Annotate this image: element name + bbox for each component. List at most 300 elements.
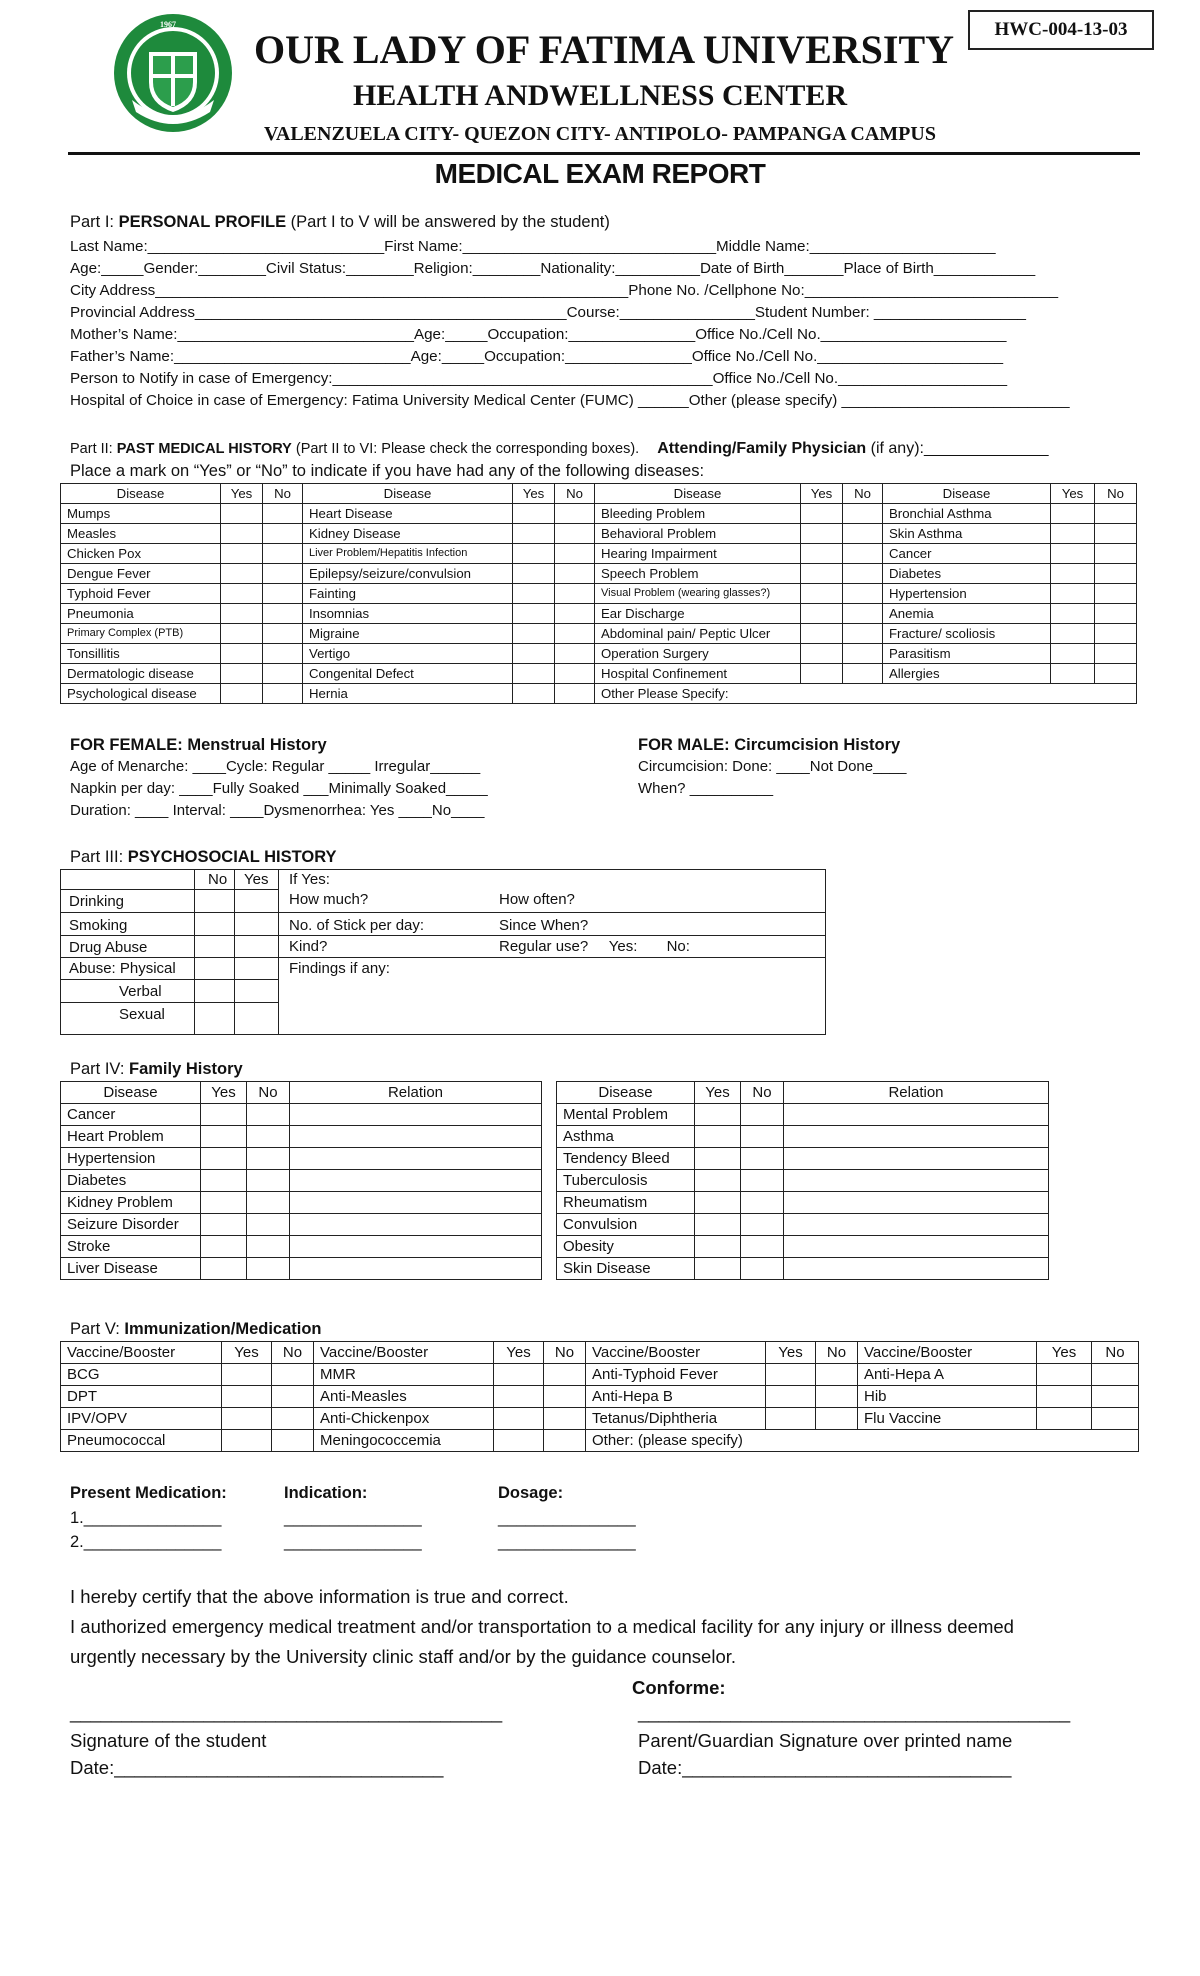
yes-checkbox[interactable]: [766, 1408, 816, 1430]
family-history-table-left: [60, 1081, 542, 1280]
relation-field[interactable]: [290, 1148, 542, 1170]
disease-name: Bronchial Asthma: [883, 504, 1051, 524]
no-checkbox[interactable]: [247, 1148, 290, 1170]
no-checkbox[interactable]: [1092, 1408, 1139, 1430]
table-row: [61, 1408, 1139, 1430]
part3-title: PSYCHOSOCIAL HISTORY: [127, 848, 337, 866]
part3-prefix: Part III:: [70, 848, 128, 866]
no-checkbox[interactable]: [1095, 624, 1137, 644]
disease-name: Hypertension: [61, 1148, 201, 1170]
yes-checkbox[interactable]: [1051, 504, 1095, 524]
male-line-when: When? __________: [638, 780, 774, 797]
disease-name: Behavioral Problem: [595, 524, 801, 544]
yes-checkbox[interactable]: [766, 1386, 816, 1408]
disease-name: Tonsillitis: [61, 644, 221, 664]
disease-name: Stroke: [61, 1236, 201, 1258]
yes-checkbox[interactable]: [1051, 584, 1095, 604]
yes-checkbox[interactable]: [221, 604, 263, 624]
relation-field[interactable]: [784, 1170, 1049, 1192]
no-checkbox[interactable]: [555, 584, 595, 604]
no-checkbox[interactable]: [555, 564, 595, 584]
no-checkbox[interactable]: [843, 524, 883, 544]
table-row: [61, 1386, 1139, 1408]
yes-checkbox[interactable]: [1051, 624, 1095, 644]
disease-name: Hernia: [303, 684, 513, 704]
col-no: No: [555, 484, 595, 504]
student-signature-line[interactable]: __________________________________________: [70, 1702, 503, 1723]
vaccine-name: Meningococcemia: [314, 1430, 494, 1452]
no-checkbox[interactable]: [544, 1408, 586, 1430]
yes-checkbox[interactable]: [221, 664, 263, 684]
part2-heading: [70, 439, 1130, 459]
no-checkbox[interactable]: [555, 624, 595, 644]
table-row: [557, 1236, 1049, 1258]
table-row: [61, 564, 1137, 584]
part4-title: Family History: [129, 1060, 243, 1078]
relation-field[interactable]: [290, 1214, 542, 1236]
no-checkbox[interactable]: [843, 644, 883, 664]
psychosocial-label: Drug Abuse: [69, 939, 148, 956]
disease-name: Kidney Problem: [61, 1192, 201, 1214]
relation-field[interactable]: [784, 1148, 1049, 1170]
disease-name: Anemia: [883, 604, 1051, 624]
no-checkbox[interactable]: [272, 1364, 314, 1386]
guardian-signature-line[interactable]: __________________________________________: [638, 1702, 1071, 1723]
psychosocial-detail: Kind?: [289, 938, 328, 955]
disease-name: Ear Discharge: [595, 604, 801, 624]
disease-name: Dermatologic disease: [61, 664, 221, 684]
no-checkbox[interactable]: [843, 504, 883, 524]
present-medication-label: Present Medication:: [70, 1484, 227, 1502]
disease-name: Kidney Disease: [303, 524, 513, 544]
table-row: [61, 1126, 542, 1148]
disease-name: Congenital Defect: [303, 664, 513, 684]
col-disease: Disease: [557, 1082, 695, 1104]
yes-checkbox[interactable]: [1037, 1408, 1092, 1430]
yes-checkbox[interactable]: [201, 1258, 247, 1280]
yes-checkbox[interactable]: [494, 1386, 544, 1408]
yes-checkbox[interactable]: [221, 624, 263, 644]
no-checkbox[interactable]: [263, 664, 303, 684]
student-signature-label: Signature of the student: [70, 1730, 267, 1751]
no-checkbox[interactable]: [263, 644, 303, 664]
col-yes: Yes: [801, 484, 843, 504]
no-checkbox[interactable]: [555, 664, 595, 684]
yes-checkbox[interactable]: [695, 1214, 741, 1236]
yes-checkbox[interactable]: [513, 544, 555, 564]
no-checkbox[interactable]: [1095, 604, 1137, 624]
table-row: [61, 1214, 542, 1236]
disease-name: Fracture/ scoliosis: [883, 624, 1051, 644]
col-disease: Disease: [883, 484, 1051, 504]
disease-name: Psychological disease: [61, 684, 221, 704]
relation-field[interactable]: [290, 1236, 542, 1258]
indication-1-field[interactable]: _______________: [284, 1509, 422, 1527]
psychosocial-detail: Regular use? Yes: No:: [499, 938, 690, 955]
profile-line-mother: Mother’s Name:____________________________Age:_____Occupation:_______________Office No./Cell No.______________________: [70, 326, 1007, 343]
no-checkbox[interactable]: [263, 584, 303, 604]
university-name: OUR LADY OF FATIMA UNIVERSITY: [254, 27, 955, 72]
no-checkbox[interactable]: [263, 684, 303, 704]
psychosocial-label: Sexual: [119, 1006, 165, 1023]
yes-checkbox[interactable]: [201, 1214, 247, 1236]
disease-name: Primary Complex (PTB): [61, 624, 221, 644]
disease-name: Cancer: [883, 544, 1051, 564]
yes-checkbox[interactable]: [201, 1104, 247, 1126]
no-checkbox[interactable]: [247, 1170, 290, 1192]
yes-checkbox[interactable]: [1051, 644, 1095, 664]
disease-name: Heart Disease: [303, 504, 513, 524]
yes-checkbox[interactable]: [1037, 1386, 1092, 1408]
relation-field[interactable]: [290, 1126, 542, 1148]
yes-checkbox[interactable]: [695, 1170, 741, 1192]
col-no: No: [741, 1082, 784, 1104]
yes-checkbox[interactable]: [1037, 1364, 1092, 1386]
yes-checkbox[interactable]: [494, 1430, 544, 1452]
medical-history-table: [60, 483, 1137, 704]
table-row: [557, 1104, 1049, 1126]
no-checkbox[interactable]: [1095, 584, 1137, 604]
disease-name: Seizure Disorder: [61, 1214, 201, 1236]
no-checkbox[interactable]: [263, 544, 303, 564]
no-checkbox[interactable]: [741, 1148, 784, 1170]
no-checkbox[interactable]: [816, 1386, 858, 1408]
yes-checkbox[interactable]: [695, 1148, 741, 1170]
col-no: No: [263, 484, 303, 504]
disease-name: Hypertension: [883, 584, 1051, 604]
yes-checkbox[interactable]: [766, 1364, 816, 1386]
disease-name: Measles: [61, 524, 221, 544]
dosage-2-field[interactable]: _______________: [498, 1533, 636, 1551]
disease-name: Parasitism: [883, 644, 1051, 664]
part1-note: (Part I to V will be answered by the student): [286, 213, 610, 231]
yes-checkbox[interactable]: [201, 1170, 247, 1192]
col-yes: Yes: [222, 1342, 272, 1364]
yes-checkbox[interactable]: [201, 1148, 247, 1170]
medical-history-header: [61, 484, 1137, 504]
no-checkbox[interactable]: [263, 524, 303, 544]
disease-name: Asthma: [557, 1126, 695, 1148]
no-checkbox[interactable]: [741, 1104, 784, 1126]
col-yes: Yes: [766, 1342, 816, 1364]
yes-checkbox[interactable]: [513, 524, 555, 544]
col-no: No: [1092, 1342, 1139, 1364]
no-checkbox[interactable]: [1095, 544, 1137, 564]
no-checkbox[interactable]: [263, 564, 303, 584]
no-checkbox[interactable]: [555, 544, 595, 564]
disease-name: Diabetes: [61, 1170, 201, 1192]
col-yes: Yes: [1037, 1342, 1092, 1364]
no-checkbox[interactable]: [741, 1236, 784, 1258]
no-checkbox[interactable]: [544, 1430, 586, 1452]
relation-field[interactable]: [784, 1126, 1049, 1148]
no-checkbox[interactable]: [247, 1126, 290, 1148]
vaccine-name: Anti-Measles: [314, 1386, 494, 1408]
vaccine-name: Anti-Chickenpox: [314, 1408, 494, 1430]
col-yes: Yes: [244, 871, 269, 888]
disease-name: Dengue Fever: [61, 564, 221, 584]
disease-name: Hearing Impairment: [595, 544, 801, 564]
col-vaccine: Vaccine/Booster: [858, 1342, 1037, 1364]
female-line-menarche: Age of Menarche: ____Cycle: Regular _____ Irregular______: [70, 758, 481, 775]
yes-checkbox[interactable]: [695, 1192, 741, 1214]
yes-checkbox[interactable]: [513, 504, 555, 524]
disease-name: Skin Asthma: [883, 524, 1051, 544]
yes-checkbox[interactable]: [801, 664, 843, 684]
yes-checkbox[interactable]: [695, 1236, 741, 1258]
part2-note: (Part II to VI: Please check the corresponding boxes).: [291, 441, 640, 457]
vaccine-name: Tetanus/Diphtheria: [586, 1408, 766, 1430]
yes-checkbox[interactable]: [513, 584, 555, 604]
yes-checkbox[interactable]: [801, 524, 843, 544]
relation-field[interactable]: [784, 1258, 1049, 1280]
yes-checkbox[interactable]: [201, 1126, 247, 1148]
no-checkbox[interactable]: [272, 1386, 314, 1408]
medication-2-field[interactable]: 2._______________: [70, 1533, 222, 1551]
no-checkbox[interactable]: [555, 604, 595, 624]
other-vaccine-field[interactable]: Other: (please specify): [586, 1430, 1139, 1452]
no-checkbox[interactable]: [555, 684, 595, 704]
yes-checkbox[interactable]: [513, 624, 555, 644]
col-no: No: [1095, 484, 1137, 504]
no-checkbox[interactable]: [1095, 564, 1137, 584]
no-checkbox[interactable]: [555, 644, 595, 664]
no-checkbox[interactable]: [263, 624, 303, 644]
form-code-box: [968, 10, 1154, 50]
col-no: No: [816, 1342, 858, 1364]
table-row: [61, 684, 1137, 704]
disease-name: Obesity: [557, 1236, 695, 1258]
yes-checkbox[interactable]: [801, 544, 843, 564]
yes-checkbox[interactable]: [221, 584, 263, 604]
psychosocial-detail: How often?: [499, 891, 575, 908]
table-row: [557, 1258, 1049, 1280]
vaccine-name: Flu Vaccine: [858, 1408, 1037, 1430]
col-yes: Yes: [1051, 484, 1095, 504]
table-row: [61, 1104, 542, 1126]
disease-name: Convulsion: [557, 1214, 695, 1236]
no-checkbox[interactable]: [843, 544, 883, 564]
table-row: [61, 1148, 542, 1170]
yes-checkbox[interactable]: [513, 644, 555, 664]
yes-checkbox[interactable]: [695, 1104, 741, 1126]
table-row: [61, 1364, 1139, 1386]
yes-checkbox[interactable]: [221, 644, 263, 664]
col-yes: Yes: [201, 1082, 247, 1104]
part1-title: PERSONAL PROFILE: [118, 213, 287, 231]
disease-name: Abdominal pain/ Peptic Ulcer: [595, 624, 801, 644]
yes-checkbox[interactable]: [513, 664, 555, 684]
part1-prefix: Part I:: [70, 213, 119, 231]
disease-name: Pneumonia: [61, 604, 221, 624]
relation-field[interactable]: [290, 1170, 542, 1192]
vaccine-name: Anti-Typhoid Fever: [586, 1364, 766, 1386]
vaccine-name: Anti-Hepa B: [586, 1386, 766, 1408]
psychosocial-label: Drinking: [69, 893, 125, 910]
profile-line-father: Father’s Name:____________________________Age:_____Occupation:_______________Office No./Cell No.______________________: [70, 348, 1004, 365]
col-relation: Relation: [290, 1082, 542, 1104]
col-yes: Yes: [221, 484, 263, 504]
yes-checkbox[interactable]: [201, 1236, 247, 1258]
col-no: No: [544, 1342, 586, 1364]
relation-field[interactable]: [290, 1104, 542, 1126]
other-specify-field[interactable]: Other Please Specify:: [595, 684, 1137, 704]
no-checkbox[interactable]: [272, 1430, 314, 1452]
no-checkbox[interactable]: [1092, 1386, 1139, 1408]
profile-line-emergency-contact: Person to Notify in case of Emergency:_____________________________________________Office No./Cell No.____________________: [70, 370, 1008, 387]
no-checkbox[interactable]: [741, 1192, 784, 1214]
disease-name: Migraine: [303, 624, 513, 644]
yes-checkbox[interactable]: [1051, 604, 1095, 624]
profile-line-name: Last Name:____________________________First Name:______________________________Middle Name:______________________: [70, 238, 996, 255]
no-checkbox[interactable]: [555, 524, 595, 544]
no-checkbox[interactable]: [741, 1126, 784, 1148]
no-checkbox[interactable]: [741, 1214, 784, 1236]
header-divider: [68, 152, 1140, 155]
yes-checkbox[interactable]: [222, 1408, 272, 1430]
part4-prefix: Part IV:: [70, 1060, 129, 1078]
col-yes: Yes: [695, 1082, 741, 1104]
yes-checkbox[interactable]: [801, 504, 843, 524]
no-checkbox[interactable]: [544, 1386, 586, 1408]
no-checkbox[interactable]: [1092, 1364, 1139, 1386]
no-checkbox[interactable]: [1095, 504, 1137, 524]
no-checkbox[interactable]: [247, 1236, 290, 1258]
guardian-date-field[interactable]: Date:________________________________: [638, 1757, 1012, 1778]
yes-checkbox[interactable]: [1051, 664, 1095, 684]
part2-prefix: Part II:: [70, 441, 117, 457]
male-history-title: FOR MALE: Circumcision History: [638, 736, 901, 754]
disease-name: Visual Problem (wearing glasses?): [595, 584, 801, 604]
psychosocial-detail: Since When?: [499, 917, 589, 934]
table-row: [61, 544, 1137, 564]
no-checkbox[interactable]: [247, 1104, 290, 1126]
relation-field[interactable]: [290, 1192, 542, 1214]
yes-checkbox[interactable]: [801, 604, 843, 624]
relation-field[interactable]: [290, 1258, 542, 1280]
relation-field[interactable]: [784, 1236, 1049, 1258]
col-vaccine: Vaccine/Booster: [314, 1342, 494, 1364]
col-relation: Relation: [784, 1082, 1049, 1104]
yes-checkbox[interactable]: [513, 604, 555, 624]
no-checkbox[interactable]: [843, 564, 883, 584]
yes-checkbox[interactable]: [1051, 564, 1095, 584]
campus-list: VALENZUELA CITY- QUEZON CITY- ANTIPOLO- PAMPANGA CAMPUS: [264, 123, 936, 145]
col-if-yes: If Yes:: [289, 871, 330, 888]
no-checkbox[interactable]: [816, 1364, 858, 1386]
part4-heading: [70, 1058, 243, 1080]
dosage-1-field[interactable]: _______________: [498, 1509, 636, 1527]
yes-checkbox[interactable]: [221, 684, 263, 704]
yes-checkbox[interactable]: [221, 504, 263, 524]
no-checkbox[interactable]: [1095, 664, 1137, 684]
psychosocial-table: [60, 869, 826, 1035]
table-row: [61, 1192, 542, 1214]
yes-checkbox[interactable]: [221, 564, 263, 584]
vaccine-name: IPV/OPV: [61, 1408, 222, 1430]
no-checkbox[interactable]: [555, 504, 595, 524]
table-row: [61, 604, 1137, 624]
yes-checkbox[interactable]: [801, 564, 843, 584]
yes-checkbox[interactable]: [801, 584, 843, 604]
table-row: [61, 1430, 1139, 1452]
authorization-statement-2: urgently necessary by the University clinic staff and/or by the guidance counselor.: [70, 1646, 737, 1667]
yes-checkbox[interactable]: [513, 564, 555, 584]
no-checkbox[interactable]: [843, 584, 883, 604]
no-checkbox[interactable]: [247, 1214, 290, 1236]
part2-instruction: Place a mark on “Yes” or “No” to indicate if you have had any of the following diseases:: [70, 462, 705, 480]
no-checkbox[interactable]: [843, 664, 883, 684]
relation-field[interactable]: [784, 1104, 1049, 1126]
yes-checkbox[interactable]: [1051, 544, 1095, 564]
yes-checkbox[interactable]: [513, 684, 555, 704]
disease-name: Bleeding Problem: [595, 504, 801, 524]
disease-name: Tuberculosis: [557, 1170, 695, 1192]
no-checkbox[interactable]: [843, 624, 883, 644]
yes-checkbox[interactable]: [201, 1192, 247, 1214]
medication-1-field[interactable]: 1._______________: [70, 1509, 222, 1527]
yes-checkbox[interactable]: [1051, 524, 1095, 544]
yes-checkbox[interactable]: [494, 1364, 544, 1386]
disease-name: Tendency Bleed: [557, 1148, 695, 1170]
indication-2-field[interactable]: _______________: [284, 1533, 422, 1551]
col-no: No: [208, 871, 228, 888]
table-row: [61, 664, 1137, 684]
vaccine-name: BCG: [61, 1364, 222, 1386]
student-date-field[interactable]: Date:________________________________: [70, 1757, 444, 1778]
yes-checkbox[interactable]: [221, 544, 263, 564]
yes-checkbox[interactable]: [222, 1364, 272, 1386]
no-checkbox[interactable]: [263, 504, 303, 524]
yes-checkbox[interactable]: [801, 644, 843, 664]
disease-name: Mumps: [61, 504, 221, 524]
no-checkbox[interactable]: [272, 1408, 314, 1430]
yes-checkbox[interactable]: [222, 1430, 272, 1452]
col-vaccine: Vaccine/Booster: [586, 1342, 766, 1364]
relation-field[interactable]: [784, 1192, 1049, 1214]
table-row: [557, 1214, 1049, 1236]
yes-checkbox[interactable]: [695, 1258, 741, 1280]
findings-field[interactable]: Findings if any:: [289, 960, 390, 977]
no-checkbox[interactable]: [741, 1170, 784, 1192]
no-checkbox[interactable]: [1095, 644, 1137, 664]
no-checkbox[interactable]: [263, 604, 303, 624]
seal-year: 1967: [160, 20, 176, 29]
no-checkbox[interactable]: [544, 1364, 586, 1386]
relation-field[interactable]: [784, 1214, 1049, 1236]
yes-checkbox[interactable]: [494, 1408, 544, 1430]
no-checkbox[interactable]: [741, 1258, 784, 1280]
no-checkbox[interactable]: [816, 1408, 858, 1430]
vaccine-name: Hib: [858, 1386, 1037, 1408]
no-checkbox[interactable]: [247, 1192, 290, 1214]
no-checkbox[interactable]: [247, 1258, 290, 1280]
yes-checkbox[interactable]: [801, 624, 843, 644]
table-row: [61, 644, 1137, 664]
yes-checkbox[interactable]: [221, 524, 263, 544]
no-checkbox[interactable]: [1095, 524, 1137, 544]
yes-checkbox[interactable]: [695, 1126, 741, 1148]
table-row: [61, 1258, 542, 1280]
part2-title: PAST MEDICAL HISTORY: [116, 441, 292, 457]
yes-checkbox[interactable]: [222, 1386, 272, 1408]
no-checkbox[interactable]: [843, 604, 883, 624]
profile-line-city-address: City Address________________________________________________________Phone No. /Cellphone No:______________________________: [70, 282, 1059, 299]
col-disease: Disease: [61, 1082, 201, 1104]
disease-name: Insomnias: [303, 604, 513, 624]
psychosocial-detail: No. of Stick per day:: [289, 917, 425, 934]
female-line-napkin: Napkin per day: ____Fully Soaked ___Minimally Soaked_____: [70, 780, 488, 797]
